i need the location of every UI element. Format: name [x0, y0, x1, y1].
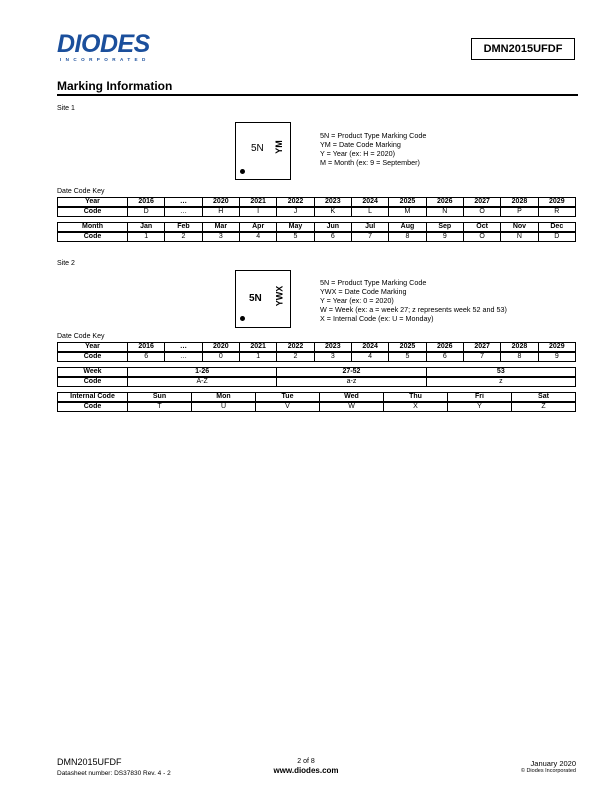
table-cell: T [128, 402, 192, 412]
legend-line: X = Internal Code (ex: U = Monday) [320, 314, 434, 323]
table-cell: Dec [538, 223, 575, 233]
site2-year-table [57, 342, 576, 362]
pin1-dot-icon [240, 316, 245, 321]
table-cell: 2020 [202, 343, 239, 353]
row-header-cell: Code [58, 207, 128, 217]
table-cell: Apr [239, 223, 276, 233]
table-cell: H [202, 207, 239, 217]
table-cell: Feb [165, 223, 202, 233]
table-cell: 2028 [501, 198, 538, 208]
site1-package-marking [235, 122, 291, 180]
row-header-cell: Year [58, 198, 128, 208]
site2-internal-code-table [57, 392, 576, 412]
legend-line: 5N = Product Type Marking Code [320, 131, 427, 140]
footer-part-number: DMN2015UFDF [57, 757, 122, 767]
legend-line: Y = Year (ex: 0 = 2020) [320, 296, 394, 305]
table-cell: 1 [239, 352, 276, 362]
row-header-cell: Code [58, 377, 128, 387]
table-cell: 2029 [538, 343, 575, 353]
row-header-cell: Year [58, 343, 128, 353]
legend-line: M = Month (ex: 9 = September) [320, 158, 420, 167]
site1-legend [320, 131, 426, 167]
table-cell: 7 [463, 352, 500, 362]
table-cell: 8 [389, 232, 426, 242]
table-cell: W [320, 402, 384, 412]
row-header-cell: Code [58, 402, 128, 412]
footer-copyright: © Diodes Incorporated [520, 768, 576, 774]
table-cell: Oct [463, 223, 500, 233]
table-cell: 2025 [389, 198, 426, 208]
table-cell: D [538, 232, 575, 242]
table-cell: 1-26 [128, 368, 277, 378]
table-cell: 2020 [202, 198, 239, 208]
table-cell: 2022 [277, 343, 314, 353]
table-cell: 2024 [351, 198, 388, 208]
legend-line: 5N = Product Type Marking Code [320, 278, 427, 287]
table-cell: Jul [351, 223, 388, 233]
section-title: Marking Information [57, 79, 173, 93]
part-number-box: DMN2015UFDF [471, 38, 575, 60]
table-cell: 2028 [501, 343, 538, 353]
site2-legend [320, 278, 507, 323]
table-cell: 6 [426, 352, 463, 362]
table-cell: … [165, 352, 202, 362]
table-cell: 4 [351, 352, 388, 362]
table-cell: 2 [165, 232, 202, 242]
table-cell: 0 [202, 352, 239, 362]
table-cell: 3 [314, 352, 351, 362]
legend-line: YWX = Date Code Marking [320, 287, 407, 296]
table-cell: 2023 [314, 198, 351, 208]
site2-package-marking [235, 270, 291, 328]
table-cell: O [463, 207, 500, 217]
table-cell: 2024 [351, 343, 388, 353]
table-cell: … [165, 207, 202, 217]
site2-label: Site 2 [57, 260, 75, 267]
table-cell: D [128, 207, 165, 217]
row-header-cell: Code [58, 232, 128, 242]
company-logo-subtitle: INCORPORATED [60, 57, 150, 62]
table-cell: Aug [389, 223, 426, 233]
title-rule [57, 94, 578, 96]
table-cell: 2016 [128, 343, 165, 353]
table-cell: 9 [538, 352, 575, 362]
legend-line: W = Week (ex: a = week 27; z represents week 52 and 53) [320, 305, 507, 314]
table-cell: A-Z [128, 377, 277, 387]
site1-month-table [57, 222, 576, 242]
table-cell: 4 [239, 232, 276, 242]
table-cell: Mon [192, 393, 256, 403]
table-cell: M [389, 207, 426, 217]
table-cell: Y [448, 402, 512, 412]
table-cell: Thu [384, 393, 448, 403]
table-cell: Sat [512, 393, 576, 403]
table-cell: Sep [426, 223, 463, 233]
row-header-cell: Internal Code [58, 393, 128, 403]
footer-date: January 2020 [530, 759, 576, 768]
footer-page-number: 2 of 8 [297, 758, 315, 765]
table-cell: 8 [501, 352, 538, 362]
legend-line: YM = Date Code Marking [320, 140, 401, 149]
table-cell: 2029 [538, 198, 575, 208]
table-cell: 2022 [277, 198, 314, 208]
pin1-dot-icon [240, 169, 245, 174]
table-cell: L [351, 207, 388, 217]
table-cell: a-z [277, 377, 426, 387]
table-cell: Fri [448, 393, 512, 403]
table-cell: … [165, 198, 202, 208]
table-cell: 2026 [426, 343, 463, 353]
row-header-cell: Month [58, 223, 128, 233]
table-cell: 2 [277, 352, 314, 362]
legend-line: Y = Year (ex: H = 2020) [320, 149, 395, 158]
table-cell: Sun [128, 393, 192, 403]
footer-datasheet-number: Datasheet number: DS37830 Rev. 4 - 2 [57, 770, 171, 777]
table-cell: 2025 [389, 343, 426, 353]
site2-mark-main: 5N [249, 293, 262, 304]
table-cell: 2026 [426, 198, 463, 208]
site1-year-table [57, 197, 576, 217]
table-cell: R [538, 207, 575, 217]
table-cell: V [256, 402, 320, 412]
site2-mark-datecode: YWX [274, 285, 285, 307]
table-cell: Jan [128, 223, 165, 233]
table-cell: I [239, 207, 276, 217]
table-cell: X [384, 402, 448, 412]
table-cell: 2027 [463, 343, 500, 353]
table-cell: 2027 [463, 198, 500, 208]
table-cell: J [277, 207, 314, 217]
table-cell: Nov [501, 223, 538, 233]
table-cell: May [277, 223, 314, 233]
row-header-cell: Week [58, 368, 128, 378]
table-cell: 6 [314, 232, 351, 242]
table-cell: 9 [426, 232, 463, 242]
table-cell: 7 [351, 232, 388, 242]
table-cell: z [426, 377, 575, 387]
table-cell: O [463, 232, 500, 242]
site1-mark-datecode: YM [273, 140, 284, 154]
table-cell: 2021 [239, 198, 276, 208]
table-cell: 5 [277, 232, 314, 242]
table-cell: P [501, 207, 538, 217]
table-cell: Mar [202, 223, 239, 233]
table-cell: 2021 [239, 343, 276, 353]
table-cell: 5 [389, 352, 426, 362]
row-header-cell: Code [58, 352, 128, 362]
table-cell: 6 [128, 352, 165, 362]
table-cell: … [165, 343, 202, 353]
footer-url: www.diodes.com [273, 766, 339, 775]
table-cell: 53 [426, 368, 575, 378]
table-cell: Wed [320, 393, 384, 403]
table-cell: K [314, 207, 351, 217]
table-cell: N [501, 232, 538, 242]
site2-week-table [57, 367, 576, 387]
table-cell: 2016 [128, 198, 165, 208]
table-cell: 1 [128, 232, 165, 242]
table-cell: Jun [314, 223, 351, 233]
table-cell: N [426, 207, 463, 217]
table-cell: Tue [256, 393, 320, 403]
site2-key-label: Date Code Key [57, 333, 105, 340]
table-cell: Z [512, 402, 576, 412]
table-cell: 2023 [314, 343, 351, 353]
table-cell: 3 [202, 232, 239, 242]
site1-label: Site 1 [57, 105, 75, 112]
table-cell: 27-52 [277, 368, 426, 378]
site1-mark-main: 5N [251, 143, 264, 154]
company-logo: DIODES [57, 30, 150, 58]
site1-key-label: Date Code Key [57, 188, 105, 195]
table-cell: U [192, 402, 256, 412]
